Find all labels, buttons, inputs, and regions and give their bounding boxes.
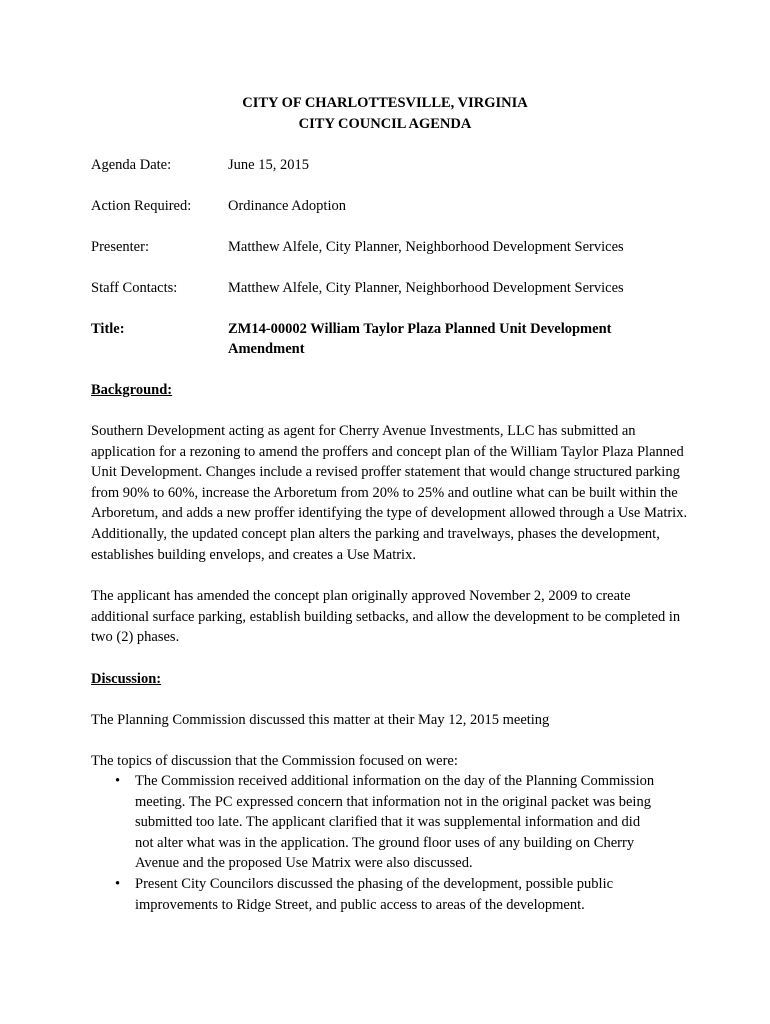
- staff-contacts-label: Staff Contacts:: [91, 280, 178, 296]
- list-item: [91, 874, 691, 915]
- background-heading: Background:: [91, 382, 173, 398]
- list-item-text: Present City Councilors discussed the phasing of the development, possible public improvements to Ridge Street, and public access to areas of the development.: [135, 875, 614, 913]
- action-required-value: Ordinance Adoption: [228, 198, 346, 214]
- document-header-agenda: CITY COUNCIL AGENDA: [298, 116, 472, 132]
- background-paragraph-2: The applicant has amended the concept plan originally approved November 2, 2009 to create additional surface parking, establish building setbacks, and allow the development to be completed in two (2) phases.: [91, 588, 681, 646]
- discussion-paragraph-2: The topics of discussion that the Commission focused on were:: [91, 753, 458, 769]
- discussion-heading: Discussion:: [91, 671, 162, 687]
- staff-contacts-value: Matthew Alfele, City Planner, Neighborhood Development Services: [228, 280, 624, 296]
- agenda-date-label: Agenda Date:: [91, 157, 172, 173]
- title-value: ZM14-00002 William Taylor Plaza Planned Unit Development Amendment: [228, 321, 612, 357]
- document-header-city: CITY OF CHARLOTTESVILLE, VIRGINIA: [242, 95, 528, 111]
- bullet-icon: •: [115, 875, 121, 892]
- title-label: Title:: [91, 321, 125, 337]
- presenter-label: Presenter:: [91, 239, 149, 255]
- presenter-value: Matthew Alfele, City Planner, Neighborhood Development Services: [228, 239, 624, 255]
- agenda-date-value: June 15, 2015: [228, 157, 309, 173]
- discussion-topics-list: [91, 771, 691, 915]
- discussion-paragraph-1: The Planning Commission discussed this matter at their May 12, 2015 meeting: [91, 712, 550, 728]
- list-item: [91, 771, 691, 874]
- action-required-label: Action Required:: [91, 198, 192, 214]
- list-item-text: The Commission received additional information on the day of the Planning Commission meeting. The PC expressed concern that information not in the original packet was being submitted too late. The applicant clarified that it was supplemental information and did not alter what was in the application. The ground floor uses of any building on Cherry Avenue and the proposed Use Matrix were also discussed.: [135, 773, 655, 872]
- background-paragraph-1: Southern Development acting as agent for Cherry Avenue Investments, LLC has submitted an application for a rezoning to amend the proffers and concept plan of the William Taylor Plaza Planned Unit Development. Changes include a revised proffer statement that would change structured parking from 90% to 60%, increase the Arboretum from 20% to 25% and outline what can be built within the Arboretum, and adds a new proffer identifying the type of development allowed through a Use Matrix. Additionally, the updated concept plan alters the parking and travelways, phases the development, establishes building envelops, and creates a Use Matrix.: [91, 423, 688, 563]
- bullet-icon: •: [115, 773, 121, 789]
